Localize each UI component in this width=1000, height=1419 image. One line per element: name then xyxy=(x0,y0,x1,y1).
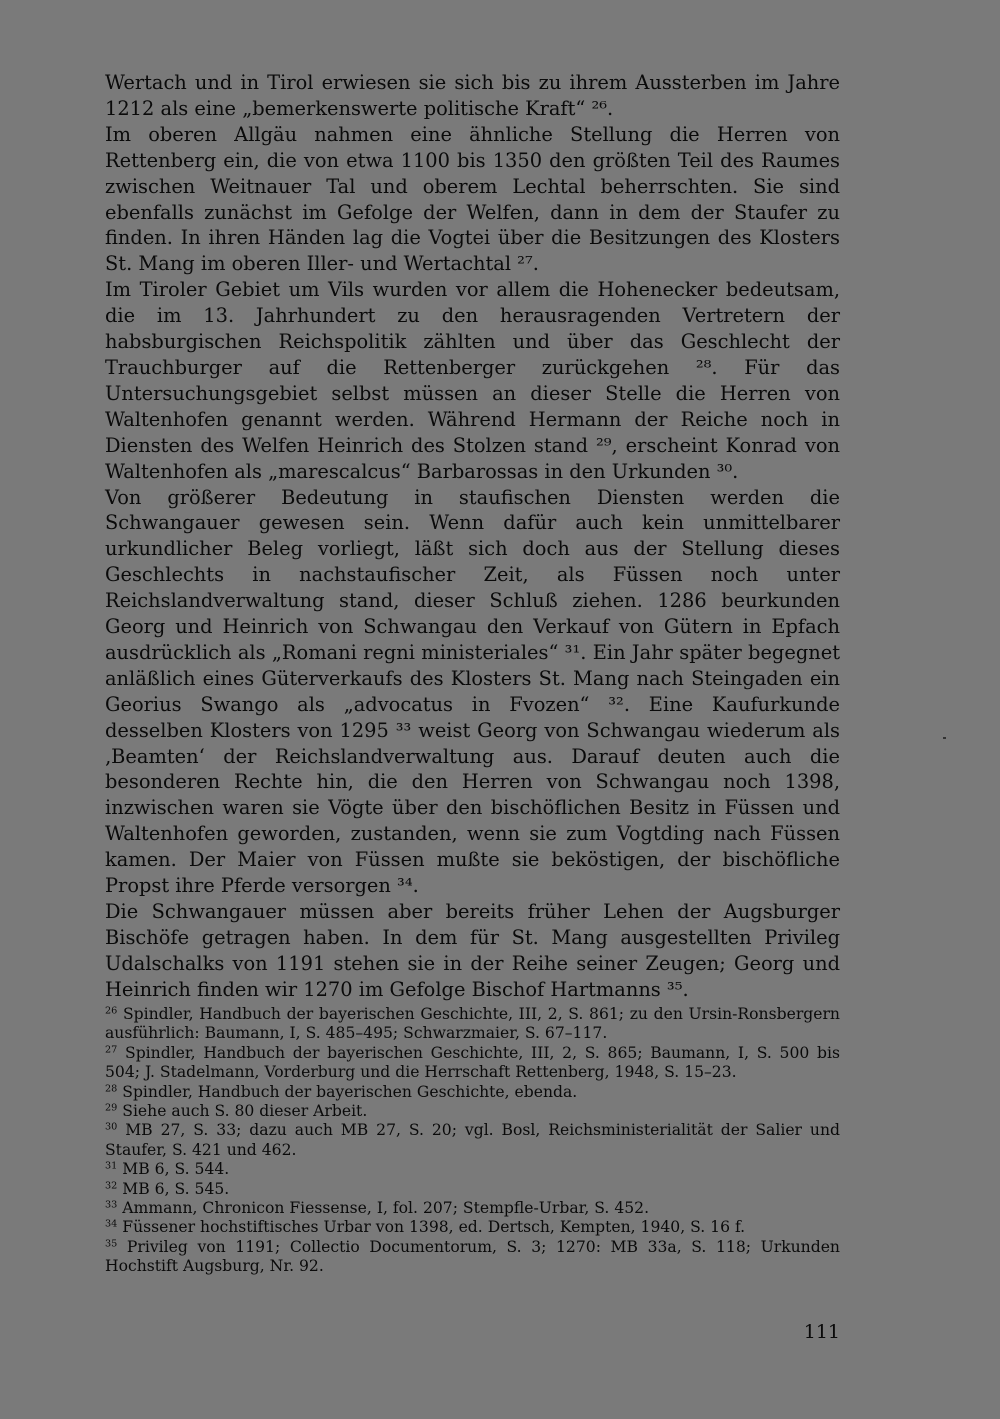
footnote-number: 30 xyxy=(105,1122,118,1134)
footnotes xyxy=(105,1005,840,1277)
footnote xyxy=(105,1218,840,1237)
margin-mark xyxy=(943,737,946,739)
main-text xyxy=(105,70,840,1003)
footnote-number: 32 xyxy=(105,1180,118,1192)
footnote-text: Ammann, Chronicon Fiessense, I, fol. 207; Stempfle-Urbar, S. 452. xyxy=(122,1199,650,1218)
footnote-text: Spindler, Handbuch der bayerischen Geschichte, III, 2, S. 861; zu den Ursin-Ronsbergern ausführlich: Baumann, I, S. 485–495; Schwarzmaier, S. 67–117. xyxy=(105,1005,840,1043)
paragraph-5: Die Schwangauer müssen aber bereits früher Lehen der Augsburger Bischöfe getragen haben. In dem für St. Mang ausgestellten Privileg Udalschalks von 1191 stehen sie in der Reihe seiner Zeugen; Georg und Heinrich finden wir 1270 im Gefolge Bischof Hartmanns ³⁵. xyxy=(105,900,840,1001)
footnote-text: Siehe auch S. 80 dieser Arbeit. xyxy=(122,1102,368,1121)
footnote-number: 31 xyxy=(105,1160,118,1172)
footnote xyxy=(105,1180,840,1199)
footnote-text: MB 6, S. 545. xyxy=(122,1179,230,1198)
footnote xyxy=(105,1044,840,1083)
footnote-text: Privileg von 1191; Collectio Documentorum, S. 3; 1270: MB 33a, S. 118; Urkunden Hochstift Augsburg, Nr. 92. xyxy=(105,1237,840,1276)
footnote-text: MB 6, S. 544. xyxy=(122,1160,230,1179)
footnote-text: Spindler, Handbuch der bayerischen Geschichte, ebenda. xyxy=(122,1082,578,1101)
footnote-number: 28 xyxy=(105,1083,118,1095)
paragraph-1: Wertach und in Tirol erwiesen sie sich bis zu ihrem Aussterben im Jahre 1212 als eine „bemerkenswerte politische Kraft“ ²⁶. xyxy=(105,71,840,120)
footnote-text: MB 27, S. 33; dazu auch MB 27, S. 20; vgl. Bosl, Reichsministerialität der Salier und Staufer, S. 421 und 462. xyxy=(105,1121,840,1159)
footnote xyxy=(105,1238,840,1277)
footnote-number: 35 xyxy=(105,1238,118,1250)
footnote xyxy=(105,1083,840,1102)
footnote-number: 33 xyxy=(105,1199,118,1211)
paragraph-4: Von größerer Bedeutung in staufischen Diensten werden die Schwangauer gewesen sein. Wenn dafür auch kein unmittelbarer urkundlicher Beleg vorliegt, läßt sich doch aus der Stellung dieses Geschlechts in nachstaufischer Zeit, als Füssen noch unter Reichslandverwaltung stand, dieser Schluß ziehen. 1286 beurkunden Georg und Heinrich von Schwangau den Verkauf von Gütern in Epfach ausdrücklich als „Romani regni ministeriales“ ³¹. Ein Jahr später begegnet anläßlich eines Güterverkaufs des Klosters St. Mang nach Steingaden ein Georius Swango als „advocatus in Fvozen“ ³². Eine Kaufurkunde desselben Klosters von 1295 ³³ weist Georg von Schwangau wiederum als ‚Beamten‘ der Reichslandverwaltung aus. Darauf deuten auch die besonderen Rechte hin, die den Herren von Schwangau noch 1398, inzwischen waren sie Vögte über den bischöflichen Besitz in Füssen und Waltenhofen geworden, zustanden, wenn sie zum Vogtding nach Füssen kamen. Der Maier von Füssen mußte sie beköstigen, der bischöfliche Propst ihre Pferde versorgen ³⁴. xyxy=(105,485,840,898)
footnote xyxy=(105,1102,840,1121)
footnote xyxy=(105,1121,840,1160)
footnote-number: 34 xyxy=(105,1219,118,1231)
footnote-number: 29 xyxy=(105,1102,118,1114)
footnote-number: 26 xyxy=(105,1005,118,1017)
footnote-text: Füssener hochstiftisches Urbar von 1398, ed. Dertsch, Kempten, 1940, S. 16 f. xyxy=(122,1218,746,1237)
footnote xyxy=(105,1199,840,1218)
footnote xyxy=(105,1005,840,1044)
paragraph-3: Im Tiroler Gebiet um Vils wurden vor allem die Hohenecker bedeutsam, die im 13. Jahrhundert zu den herausragenden Vertretern der habsburgischen Reichspolitik zählten und über das Geschlecht der Trauchburger auf die Rettenberger zurückgehen ²⁸. Für das Untersuchungsgebiet selbst müssen an dieser Stelle die Herren von Waltenhofen genannt werden. Während Hermann der Reiche noch in Diensten des Welfen Heinrich des Stolzen stand ²⁹, erscheint Konrad von Waltenhofen als „marescalcus“ Barbarossas in den Urkunden ³⁰. xyxy=(105,278,840,483)
paragraph-2: Im oberen Allgäu nahmen eine ähnliche Stellung die Herren von Rettenberg ein, die von etwa 1100 bis 1350 den größten Teil des Raumes zwischen Weitnauer Tal und oberem Lechtal beherrschten. Sie sind ebenfalls zunächst im Gefolge der Welfen, dann in dem der Staufer zu finden. In ihren Händen lag die Vogtei über die Besitzungen des Klosters St. Mang im oberen Iller- und Wertachtal ²⁷. xyxy=(105,122,840,276)
footnote-number: 27 xyxy=(105,1044,118,1056)
footnote xyxy=(105,1160,840,1179)
footnote-text: Spindler, Handbuch der bayerischen Geschichte, III, 2, S. 865; Baumann, I, S. 500 bis 504; J. Stadelmann, Vorderburg und die Herrschaft Rettenberg, 1948, S. 15–23. xyxy=(105,1043,840,1082)
page-number: 111 xyxy=(803,1321,840,1343)
